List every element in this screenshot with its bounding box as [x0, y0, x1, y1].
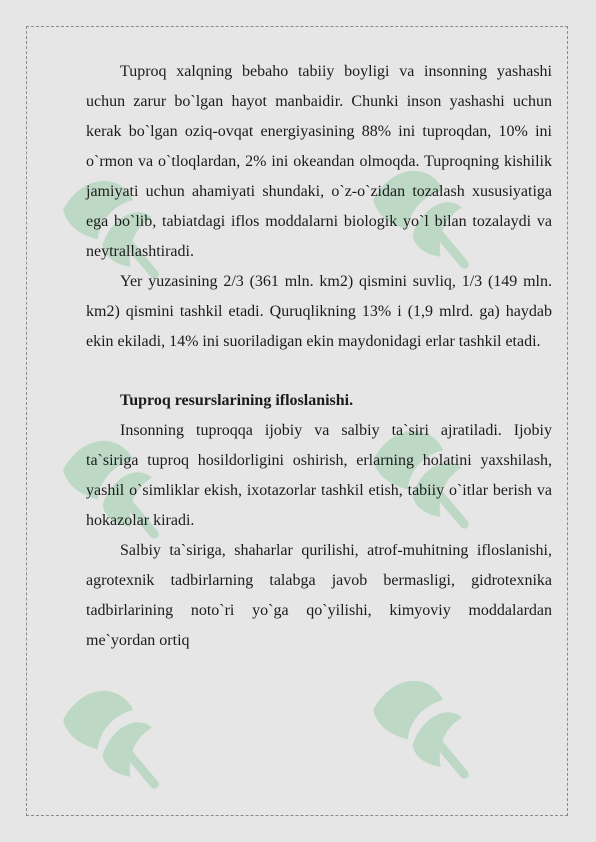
paragraph: Insonning tuproqqa ijobiy va salbiy ta`siri ajratiladi. Ijobiy ta`siriga tuproq hosildorligini oshirish, erlarning holatini yaxshilash, yashil o`simliklar ekish, ixotazorlar tashkil etish, tabiiy o`itlar berish va hokazolar kiradi. — [86, 422, 552, 529]
paragraph: Salbiy ta`siriga, shaharlar qurilishi, atrof-muhitning ifloslanishi, agrotexnik tadbirlarning talabga javob bermasligi, gidrotexnika tadbirlarining noto`ri yo`ga qo`yilishi, kimyoviy moddalardan me`yordan ortiq — [86, 542, 552, 649]
paragraph: Tuproq xalqning bebaho tabiiy boyligi va insonning yashashi uchun zarur bo`lgan hayot manbaidir. Chunki inson yashashi uchun kerak bo`lgan oziq-ovqat energiyasining 88% ini tuproqdan, 10% ini o`rmon va o`tloqlardan, 2% ini okeandan olmoqda. Tuproqning kishilik jamiyati uchun ahamiyati shundaki, o`z-o`zidan tozalash xususiyatiga ega bo`lib, tabiatdagi iflos moddalarni biologik yo`l bilan tozalaydi va neytrallashtiradi. — [86, 63, 552, 260]
section-heading: Tuproq resurslarining ifloslanishi. — [120, 392, 354, 409]
document-body — [86, 57, 552, 656]
paragraph: Yer yuzasining 2/3 (361 mln. km2) qismini suvliq, 1/3 (149 mln. km2) qismini tashkil etadi. Quruqlikning 13% i (1,9 mlrd. ga) haydab ekin ekiladi, 14% ini suoriladigan ekin maydonidagi erlar tashkil etadi. — [86, 273, 552, 350]
